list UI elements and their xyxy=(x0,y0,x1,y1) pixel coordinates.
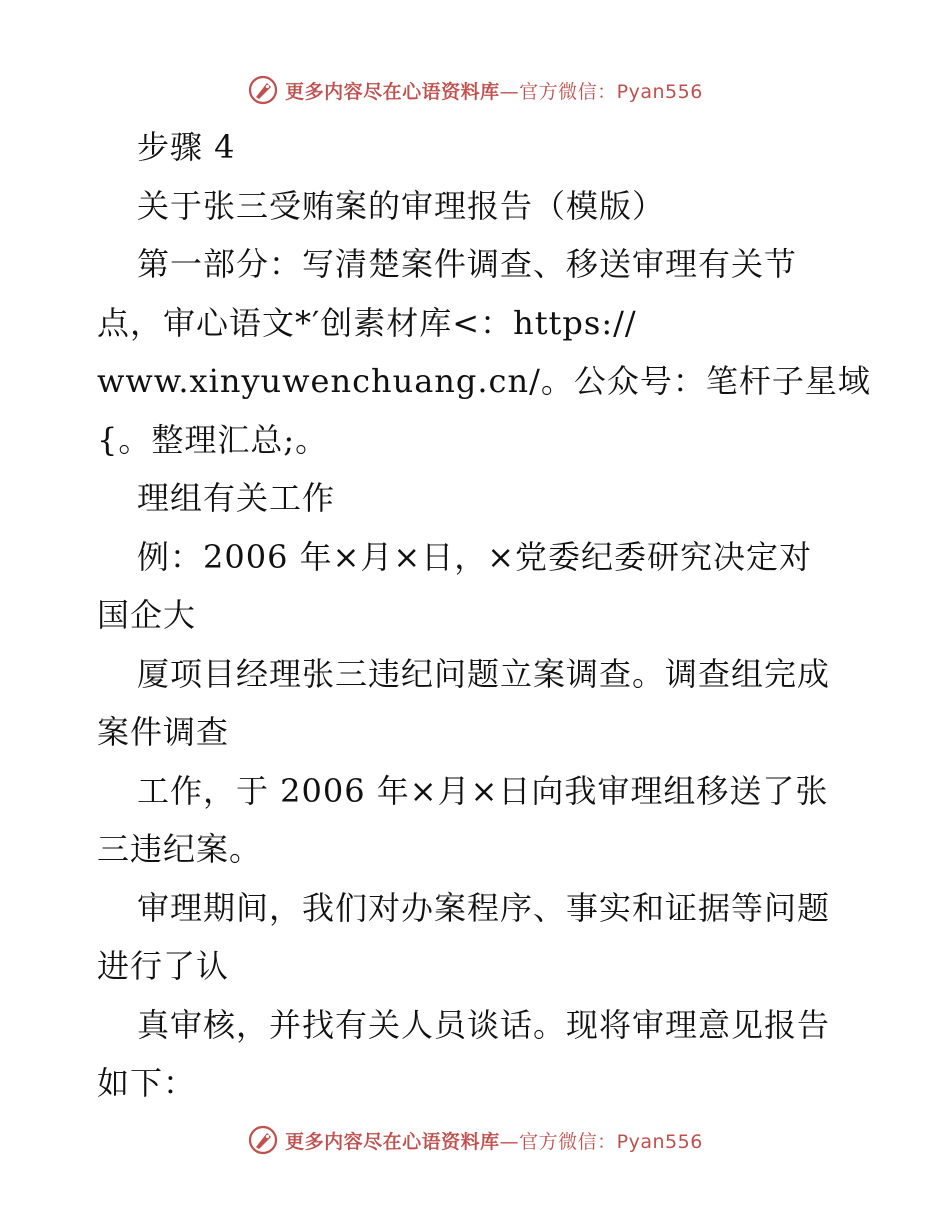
footer-watermark xyxy=(0,1120,950,1160)
header-watermark xyxy=(0,70,950,110)
pen-nib-logo-icon xyxy=(247,74,279,106)
doc-line: 厦项目经理张三违纪问题立案调查。调查组完成 xyxy=(137,654,831,693)
doc-line: 国企大 xyxy=(97,596,197,634)
footer-banner-main: 更多内容尽在心语资料库 xyxy=(285,1130,500,1153)
doc-line: 理组有关工作 xyxy=(137,479,336,517)
doc-line: 审理期间，我们对办案程序、事实和证据等问题 xyxy=(137,888,831,927)
doc-line: 例：2006 年×月×日，×党委纪委研究决定对 xyxy=(137,537,813,576)
header-banner-wechat: 官方微信：Pyan556 xyxy=(519,80,703,103)
doc-line: 真审核，并找有关人员谈话。现将审理意见报告 xyxy=(137,1005,831,1044)
header-banner-main: 更多内容尽在心语资料库 xyxy=(285,80,500,103)
doc-line-step: 步骤 4 xyxy=(137,128,236,166)
doc-line: 进行了认 xyxy=(97,947,230,985)
doc-line: {。整理汇总;。 xyxy=(97,420,329,459)
pen-nib-logo-icon xyxy=(247,1124,279,1156)
doc-line: 第一部分：写清楚案件调查、移送审理有关节 xyxy=(137,245,798,283)
doc-line: 案件调查 xyxy=(97,713,230,751)
header-banner-separator: — xyxy=(499,80,520,103)
footer-banner-wechat: 官方微信：Pyan556 xyxy=(519,1130,703,1153)
doc-line: 点，审心语文*′创素材库<：https:// xyxy=(97,303,637,342)
doc-line: www.xinyuwenchuang.cn/。公众号：笔杆子星域 xyxy=(97,362,871,400)
doc-line: 三违纪案。 xyxy=(97,830,263,868)
header-banner-text xyxy=(285,77,703,104)
doc-title: 关于张三受贿案的审理报告（模版） xyxy=(137,186,666,225)
doc-line: 如下： xyxy=(97,1064,197,1102)
footer-banner-separator: — xyxy=(499,1130,520,1153)
footer-banner-text xyxy=(285,1127,703,1154)
document-body xyxy=(97,118,871,1113)
doc-line: 工作，于 2006 年×月×日向我审理组移送了张 xyxy=(137,771,829,810)
